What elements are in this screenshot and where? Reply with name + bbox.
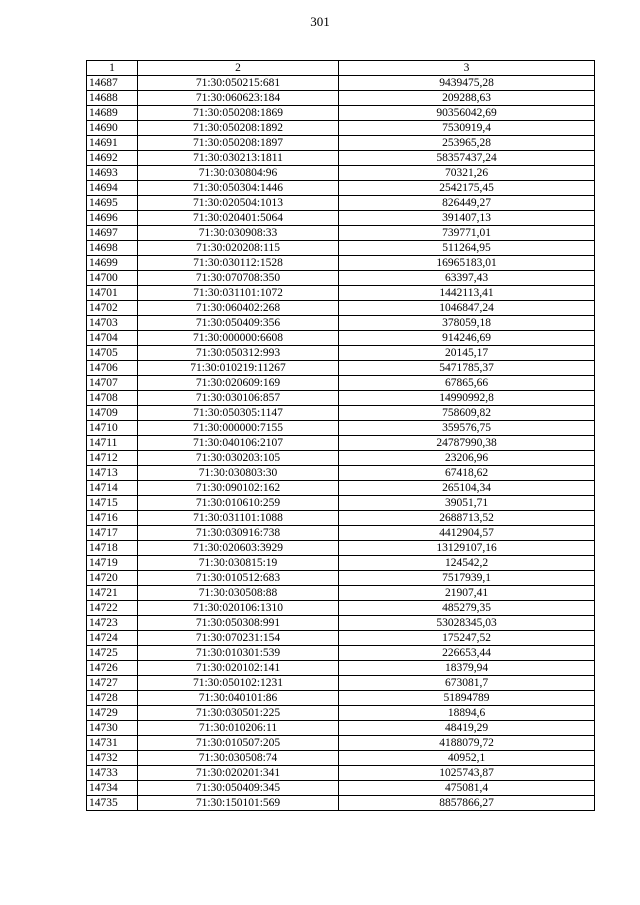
table-row [87, 421, 595, 436]
table-row [87, 511, 595, 526]
cadastral-number-cell: 71:30:050208:1892 [138, 121, 339, 136]
table-header [87, 61, 595, 76]
value-cell: 58357437,24 [339, 151, 595, 166]
cadastral-number-cell: 71:30:050308:991 [138, 616, 339, 631]
row-number-cell: 14715 [87, 496, 138, 511]
value-cell: 9439475,28 [339, 76, 595, 91]
value-cell: 13129107,16 [339, 541, 595, 556]
value-cell: 4412904,57 [339, 526, 595, 541]
value-cell: 485279,35 [339, 601, 595, 616]
row-number-cell: 14708 [87, 391, 138, 406]
row-number-cell: 14706 [87, 361, 138, 376]
row-number-cell: 14709 [87, 406, 138, 421]
row-number-cell: 14728 [87, 691, 138, 706]
table-row [87, 181, 595, 196]
table-row [87, 451, 595, 466]
value-cell: 175247,52 [339, 631, 595, 646]
value-cell: 914246,69 [339, 331, 595, 346]
value-cell: 209288,63 [339, 91, 595, 106]
cadastral-number-cell: 71:30:010219:11267 [138, 361, 339, 376]
value-cell: 51894789 [339, 691, 595, 706]
table-row [87, 751, 595, 766]
row-number-cell: 14704 [87, 331, 138, 346]
table-row [87, 346, 595, 361]
table-row [87, 331, 595, 346]
row-number-cell: 14702 [87, 301, 138, 316]
table-row [87, 616, 595, 631]
table-row [87, 151, 595, 166]
row-number-cell: 14730 [87, 721, 138, 736]
row-number-cell: 14707 [87, 376, 138, 391]
cadastral-number-cell: 71:30:030112:1528 [138, 256, 339, 271]
cadastral-number-cell: 71:30:020106:1310 [138, 601, 339, 616]
table-row [87, 376, 595, 391]
table-row [87, 721, 595, 736]
row-number-cell: 14722 [87, 601, 138, 616]
cadastral-number-cell: 71:30:020201:341 [138, 766, 339, 781]
value-cell: 2688713,52 [339, 511, 595, 526]
table-row [87, 121, 595, 136]
cadastral-number-cell: 71:30:020504:1013 [138, 196, 339, 211]
row-number-cell: 14705 [87, 346, 138, 361]
value-cell: 16965183,01 [339, 256, 595, 271]
table-row [87, 496, 595, 511]
cadastral-number-cell: 71:30:030501:225 [138, 706, 339, 721]
cadastral-value-table [86, 60, 595, 811]
row-number-cell: 14698 [87, 241, 138, 256]
row-number-cell: 14687 [87, 76, 138, 91]
table-row [87, 706, 595, 721]
table-row [87, 466, 595, 481]
table-row [87, 601, 595, 616]
value-cell: 14990992,8 [339, 391, 595, 406]
cadastral-number-cell: 71:30:070708:350 [138, 271, 339, 286]
column-header-2: 2 [138, 61, 339, 76]
cadastral-number-cell: 71:30:030916:738 [138, 526, 339, 541]
row-number-cell: 14714 [87, 481, 138, 496]
cadastral-number-cell: 71:30:060402:268 [138, 301, 339, 316]
row-number-cell: 14720 [87, 571, 138, 586]
cadastral-number-cell: 71:30:050208:1897 [138, 136, 339, 151]
cadastral-number-cell: 71:30:010206:11 [138, 721, 339, 736]
cadastral-number-cell: 71:30:030203:105 [138, 451, 339, 466]
cadastral-number-cell: 71:30:010512:683 [138, 571, 339, 586]
table-row [87, 226, 595, 241]
cadastral-number-cell: 71:30:050304:1446 [138, 181, 339, 196]
table-row [87, 76, 595, 91]
value-cell: 39051,71 [339, 496, 595, 511]
cadastral-number-cell: 71:30:050102:1231 [138, 676, 339, 691]
row-number-cell: 14713 [87, 466, 138, 481]
row-number-cell: 14723 [87, 616, 138, 631]
row-number-cell: 14699 [87, 256, 138, 271]
row-number-cell: 14693 [87, 166, 138, 181]
cadastral-number-cell: 71:30:031101:1072 [138, 286, 339, 301]
cadastral-number-cell: 71:30:020401:5064 [138, 211, 339, 226]
row-number-cell: 14712 [87, 451, 138, 466]
value-cell: 1442113,41 [339, 286, 595, 301]
cadastral-number-cell: 71:30:000000:6608 [138, 331, 339, 346]
row-number-cell: 14724 [87, 631, 138, 646]
value-cell: 673081,7 [339, 676, 595, 691]
row-number-cell: 14692 [87, 151, 138, 166]
row-number-cell: 14726 [87, 661, 138, 676]
value-cell: 18894,6 [339, 706, 595, 721]
value-cell: 70321,26 [339, 166, 595, 181]
row-number-cell: 14688 [87, 91, 138, 106]
value-cell: 63397,43 [339, 271, 595, 286]
table-row [87, 361, 595, 376]
table-row [87, 196, 595, 211]
cadastral-number-cell: 71:30:020208:115 [138, 241, 339, 256]
cadastral-number-cell: 71:30:040106:2107 [138, 436, 339, 451]
table-row [87, 136, 595, 151]
value-cell: 124542,2 [339, 556, 595, 571]
row-number-cell: 14719 [87, 556, 138, 571]
value-cell: 23206,96 [339, 451, 595, 466]
cadastral-number-cell: 71:30:050305:1147 [138, 406, 339, 421]
value-cell: 7517939,1 [339, 571, 595, 586]
table-row [87, 211, 595, 226]
table-row [87, 256, 595, 271]
cadastral-number-cell: 71:30:020603:3929 [138, 541, 339, 556]
value-cell: 758609,82 [339, 406, 595, 421]
row-number-cell: 14733 [87, 766, 138, 781]
cadastral-number-cell: 71:30:010507:205 [138, 736, 339, 751]
table-row [87, 241, 595, 256]
value-cell: 67865,66 [339, 376, 595, 391]
row-number-cell: 14690 [87, 121, 138, 136]
table-row [87, 541, 595, 556]
cadastral-number-cell: 71:30:030508:88 [138, 586, 339, 601]
cadastral-number-cell: 71:30:050312:993 [138, 346, 339, 361]
row-number-cell: 14732 [87, 751, 138, 766]
row-number-cell: 14727 [87, 676, 138, 691]
table-row [87, 736, 595, 751]
cadastral-number-cell: 71:30:010301:539 [138, 646, 339, 661]
cadastral-number-cell: 71:30:070231:154 [138, 631, 339, 646]
value-cell: 826449,27 [339, 196, 595, 211]
value-cell: 7530919,4 [339, 121, 595, 136]
value-cell: 2542175,45 [339, 181, 595, 196]
row-number-cell: 14689 [87, 106, 138, 121]
cadastral-number-cell: 71:30:150101:569 [138, 796, 339, 811]
table-row [87, 556, 595, 571]
table-row [87, 571, 595, 586]
row-number-cell: 14697 [87, 226, 138, 241]
row-number-cell: 14696 [87, 211, 138, 226]
table-row [87, 691, 595, 706]
cadastral-number-cell: 71:30:040101:86 [138, 691, 339, 706]
row-number-cell: 14729 [87, 706, 138, 721]
cadastral-number-cell: 71:30:060623:184 [138, 91, 339, 106]
table-row [87, 91, 595, 106]
value-cell: 21907,41 [339, 586, 595, 601]
table-row [87, 436, 595, 451]
value-cell: 4188079,72 [339, 736, 595, 751]
cadastral-number-cell: 71:30:050409:345 [138, 781, 339, 796]
value-cell: 253965,28 [339, 136, 595, 151]
table-row [87, 481, 595, 496]
cadastral-number-cell: 71:30:030803:30 [138, 466, 339, 481]
table-row [87, 316, 595, 331]
cadastral-number-cell: 71:30:030908:33 [138, 226, 339, 241]
row-number-cell: 14716 [87, 511, 138, 526]
value-cell: 48419,29 [339, 721, 595, 736]
value-cell: 18379,94 [339, 661, 595, 676]
table-row [87, 676, 595, 691]
value-cell: 8857866,27 [339, 796, 595, 811]
cadastral-number-cell: 71:30:030106:857 [138, 391, 339, 406]
table-row [87, 271, 595, 286]
table-row [87, 166, 595, 181]
value-cell: 1046847,24 [339, 301, 595, 316]
row-number-cell: 14694 [87, 181, 138, 196]
table-row [87, 661, 595, 676]
value-cell: 90356042,69 [339, 106, 595, 121]
row-number-cell: 14700 [87, 271, 138, 286]
row-number-cell: 14691 [87, 136, 138, 151]
cadastral-number-cell: 71:30:030508:74 [138, 751, 339, 766]
value-cell: 40952,1 [339, 751, 595, 766]
table-row [87, 646, 595, 661]
table-body [87, 76, 595, 811]
cadastral-number-cell: 71:30:000000:7155 [138, 421, 339, 436]
column-header-1: 1 [87, 61, 138, 76]
row-number-cell: 14721 [87, 586, 138, 601]
value-cell: 226653,44 [339, 646, 595, 661]
table-row [87, 631, 595, 646]
table-row [87, 526, 595, 541]
value-cell: 378059,18 [339, 316, 595, 331]
value-cell: 265104,34 [339, 481, 595, 496]
value-cell: 67418,62 [339, 466, 595, 481]
cadastral-number-cell: 71:30:020609:169 [138, 376, 339, 391]
value-cell: 5471785,37 [339, 361, 595, 376]
table-row [87, 406, 595, 421]
column-header-3: 3 [339, 61, 595, 76]
value-cell: 391407,13 [339, 211, 595, 226]
value-cell: 739771,01 [339, 226, 595, 241]
row-number-cell: 14710 [87, 421, 138, 436]
row-number-cell: 14734 [87, 781, 138, 796]
table-row [87, 586, 595, 601]
row-number-cell: 14711 [87, 436, 138, 451]
header-row [87, 61, 595, 76]
row-number-cell: 14703 [87, 316, 138, 331]
cadastral-number-cell: 71:30:030213:1811 [138, 151, 339, 166]
table-row [87, 766, 595, 781]
value-cell: 20145,17 [339, 346, 595, 361]
table-row [87, 796, 595, 811]
value-cell: 359576,75 [339, 421, 595, 436]
value-cell: 24787990,38 [339, 436, 595, 451]
table-row [87, 106, 595, 121]
value-cell: 53028345,03 [339, 616, 595, 631]
cadastral-number-cell: 71:30:090102:162 [138, 481, 339, 496]
cadastral-number-cell: 71:30:010610:259 [138, 496, 339, 511]
table-row [87, 301, 595, 316]
table-row [87, 286, 595, 301]
value-cell: 1025743,87 [339, 766, 595, 781]
cadastral-number-cell: 71:30:050409:356 [138, 316, 339, 331]
table-row [87, 781, 595, 796]
row-number-cell: 14731 [87, 736, 138, 751]
row-number-cell: 14717 [87, 526, 138, 541]
cadastral-number-cell: 71:30:031101:1088 [138, 511, 339, 526]
row-number-cell: 14701 [87, 286, 138, 301]
row-number-cell: 14735 [87, 796, 138, 811]
cadastral-number-cell: 71:30:030815:19 [138, 556, 339, 571]
row-number-cell: 14718 [87, 541, 138, 556]
cadastral-number-cell: 71:30:020102:141 [138, 661, 339, 676]
page-number: 301 [310, 14, 330, 29]
row-number-cell: 14725 [87, 646, 138, 661]
cadastral-number-cell: 71:30:050208:1869 [138, 106, 339, 121]
value-cell: 475081,4 [339, 781, 595, 796]
value-cell: 511264,95 [339, 241, 595, 256]
row-number-cell: 14695 [87, 196, 138, 211]
cadastral-number-cell: 71:30:030804:96 [138, 166, 339, 181]
table-row [87, 391, 595, 406]
cadastral-number-cell: 71:30:050215:681 [138, 76, 339, 91]
